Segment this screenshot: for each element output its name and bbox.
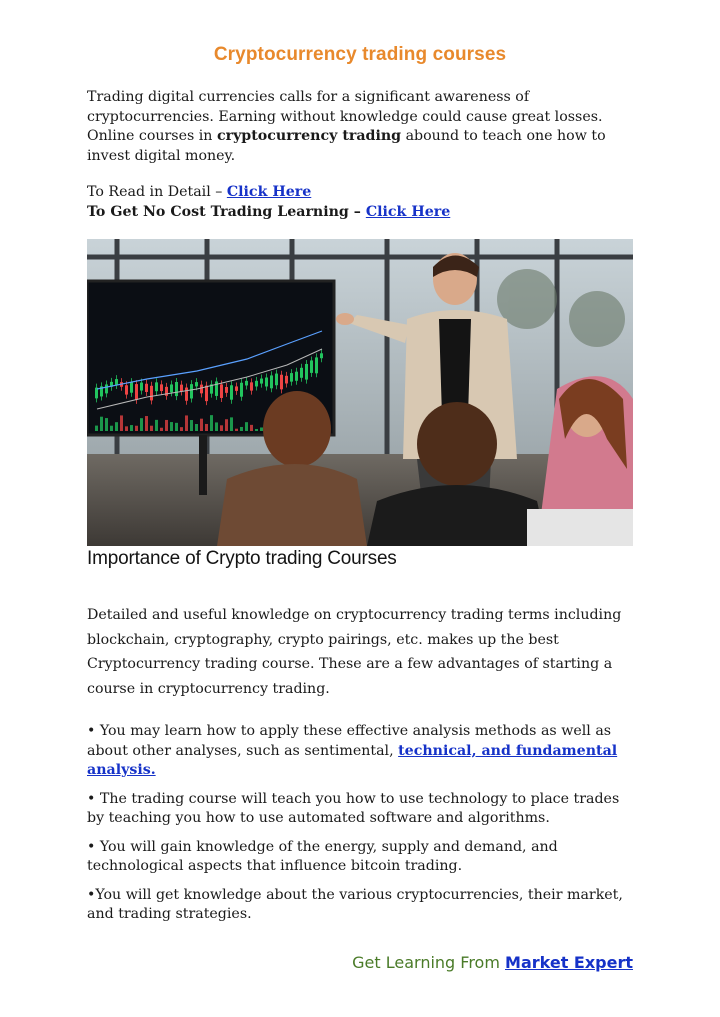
section-heading: Importance of Crypto trading Courses (87, 548, 397, 569)
links-block (87, 182, 635, 222)
classroom-trading-chart-image (87, 239, 633, 546)
page-title: Cryptocurrency trading courses (213, 44, 507, 65)
footer-line (352, 953, 633, 972)
read-detail-label: To Read in Detail – (87, 184, 227, 200)
analysis-link[interactable]: technical, and fundamental analysis. (87, 742, 618, 778)
list-item-text: • You may learn how to apply these effective analysis methods as well as about other analyses, such as sentimental, (87, 723, 612, 759)
section-paragraph: Detailed and useful knowledge on cryptocurrency trading terms including blockchain, cryptography, crypto pairings, etc. makes up the best Cryptocurrency trading course. These are a few advantages of starting a course in cryptocurrency trading. (87, 607, 622, 697)
footer-label: Get Learning From (352, 953, 506, 972)
benefits-list (87, 722, 635, 934)
list-item: • The trading course will teach you how to use technology to place trades by teaching you how to use automated software and algorithms. (87, 790, 620, 826)
read-detail-line (87, 182, 635, 202)
list-item: • You will gain knowledge of the energy, supply and demand, and technological aspects that influence bitcoin trading. (87, 838, 558, 874)
free-learning-link[interactable]: Click Here (365, 204, 451, 220)
intro-text-before: Trading digital currencies calls for a significant awareness of cryptocurrencies. Earning without knowledge could cause great losses. Online courses in (87, 89, 603, 144)
read-detail-link[interactable]: Click Here (226, 184, 312, 200)
market-expert-link[interactable]: Market Expert (505, 953, 633, 972)
intro-paragraph (87, 88, 635, 166)
free-learning-line (87, 202, 635, 222)
list-item: •You will get knowledge about the various cryptocurrencies, their market, and trading strategies. (87, 886, 623, 922)
list-item (87, 722, 635, 781)
intro-bold-text: cryptocurrency trading (216, 128, 402, 144)
photo-illustration (87, 239, 633, 546)
free-learning-label: To Get No Cost Trading Learning – (87, 204, 366, 220)
intro-text-after: abound to teach one how to invest digital money. (87, 128, 606, 164)
